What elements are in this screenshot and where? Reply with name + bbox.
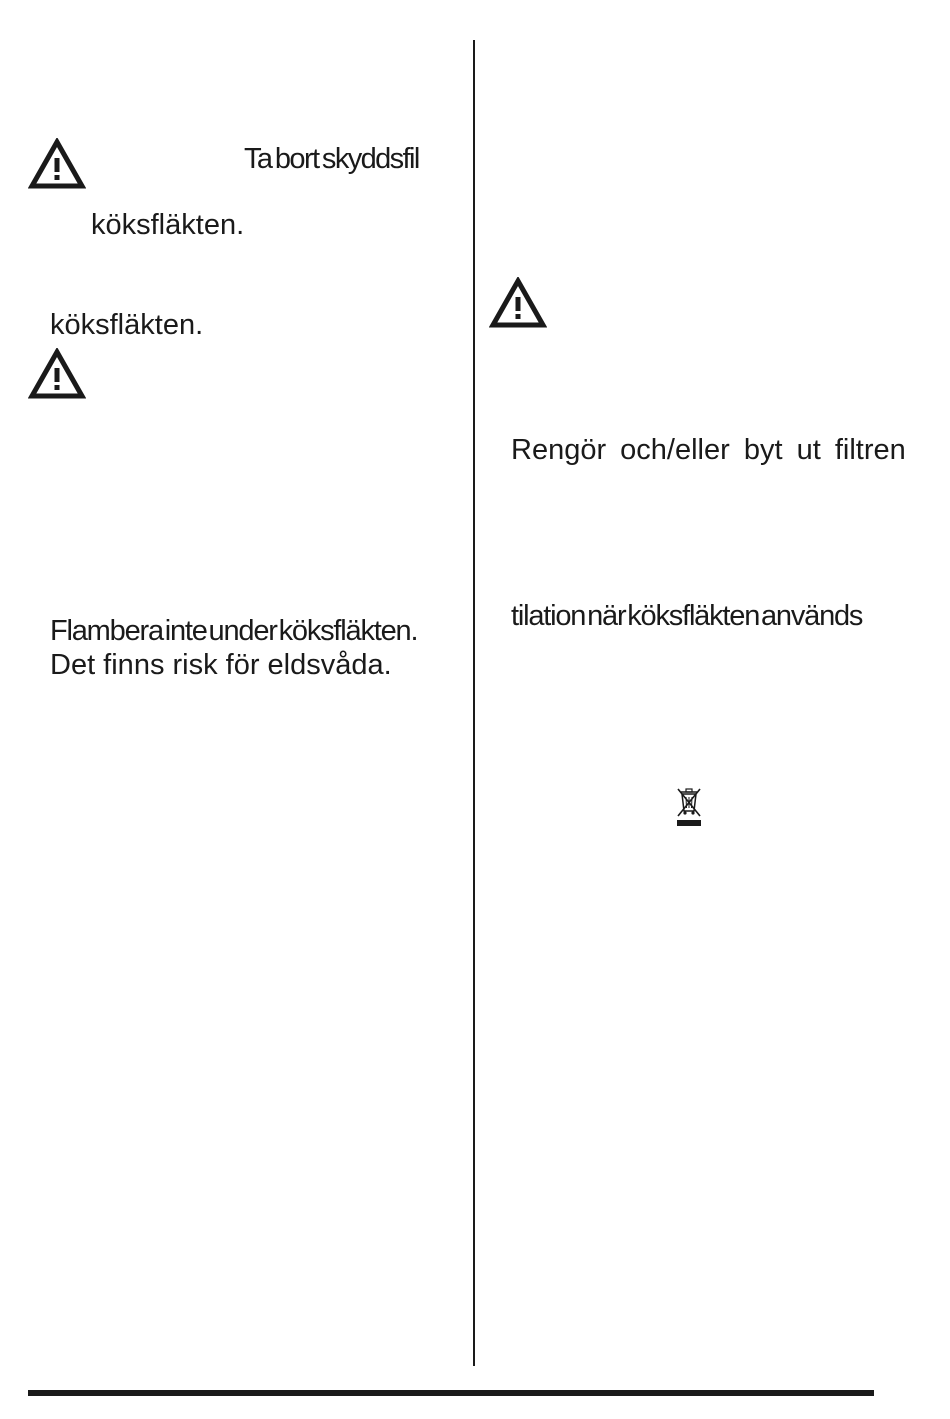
flambe-warning-line2: Det finns risk för eldsvåda. — [50, 649, 392, 681]
paragraph-text-hood: köksfläkten. — [50, 309, 204, 341]
ventilation-text: tilation när köksfläkten används — [511, 600, 863, 632]
warning-triangle-icon — [28, 348, 86, 400]
crossed-out-bin-icon — [675, 786, 703, 828]
warning-triangle-icon — [28, 138, 86, 190]
warning-text-remove-film: Ta bort skyddsfil — [244, 143, 419, 175]
column-divider — [473, 40, 475, 1366]
footer-rule — [28, 1390, 874, 1396]
warning-triangle-icon — [489, 277, 547, 329]
warning-text-hood-1: köksfläkten. — [91, 209, 245, 241]
filter-cleaning-text: Rengör och/eller byt ut filtren — [511, 434, 906, 466]
flambe-warning-line1: Flambera inte under köksfläkten. — [50, 615, 418, 647]
